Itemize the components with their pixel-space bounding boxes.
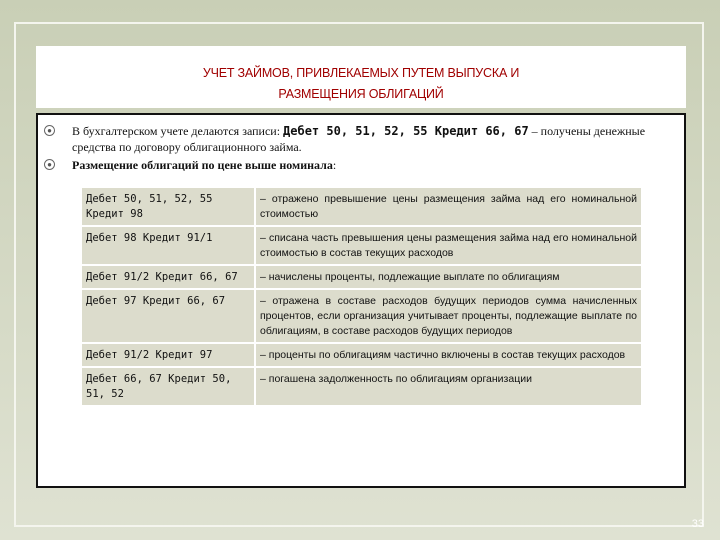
entry-cell: Дебет 50, 51, 52, 55 Кредит 98 bbox=[81, 187, 255, 226]
description-cell: – отражена в составе расходов будущих периодов сумма начисленных процентов, если организация учитывает проценты, подлежащие выплате по облигациям, в составе расходов будущих периодов bbox=[255, 289, 642, 343]
bullet-2-text: Размещение облигаций по цене выше номинала bbox=[72, 158, 333, 172]
bullet-item-2 bbox=[44, 157, 679, 173]
bullet-item-1 bbox=[44, 123, 679, 155]
bullet-1-start: В бухгалтерском учете делаются записи: bbox=[72, 124, 284, 138]
table-row bbox=[81, 226, 642, 265]
table-row bbox=[81, 343, 642, 367]
entries-table bbox=[80, 186, 643, 407]
bullet-1-entry: Дебет 50, 51, 52, 55 Кредит 66, 67 bbox=[283, 124, 529, 138]
table-row bbox=[81, 265, 642, 289]
bullet-1-end: – получены денежные средства по договору облигационного займа. bbox=[72, 124, 646, 154]
description-cell: – проценты по облигациям частично включены в состав текущих расходов bbox=[255, 343, 642, 367]
content-panel bbox=[36, 113, 686, 488]
bullet-2-end: : bbox=[332, 158, 337, 172]
page-number: 33 bbox=[691, 518, 704, 530]
description-cell: – списана часть превышения цены размещения займа над его номинальной стоимостью в состав текущих расходов bbox=[255, 226, 642, 265]
bullet-list bbox=[44, 123, 679, 175]
description-cell: – отражено превышение цены размещения займа над его номинальной стоимостью bbox=[255, 187, 642, 226]
bullet-icon: ● bbox=[44, 159, 55, 170]
entry-cell: Дебет 66, 67 Кредит 50, 51, 52 bbox=[81, 367, 255, 406]
title-line-2: РАЗМЕЩЕНИЯ ОБЛИГАЦИЙ bbox=[278, 87, 444, 101]
entry-cell: Дебет 98 Кредит 91/1 bbox=[81, 226, 255, 265]
table-row bbox=[81, 187, 642, 226]
entry-cell: Дебет 91/2 Кредит 66, 67 bbox=[81, 265, 255, 289]
description-cell: – начислены проценты, подлежащие выплате по облигациям bbox=[255, 265, 642, 289]
description-cell: – погашена задолженность по облигациям организации bbox=[255, 367, 642, 406]
table-row bbox=[81, 289, 642, 343]
entry-cell: Дебет 97 Кредит 66, 67 bbox=[81, 289, 255, 343]
title-line-1: УЧЕТ ЗАЙМОВ, ПРИВЛЕКАЕМЫХ ПУТЕМ ВЫПУСКА И bbox=[202, 66, 520, 80]
slide-title bbox=[36, 46, 686, 108]
entry-cell: Дебет 91/2 Кредит 97 bbox=[81, 343, 255, 367]
table-row bbox=[81, 367, 642, 406]
bullet-icon: ● bbox=[44, 125, 55, 136]
